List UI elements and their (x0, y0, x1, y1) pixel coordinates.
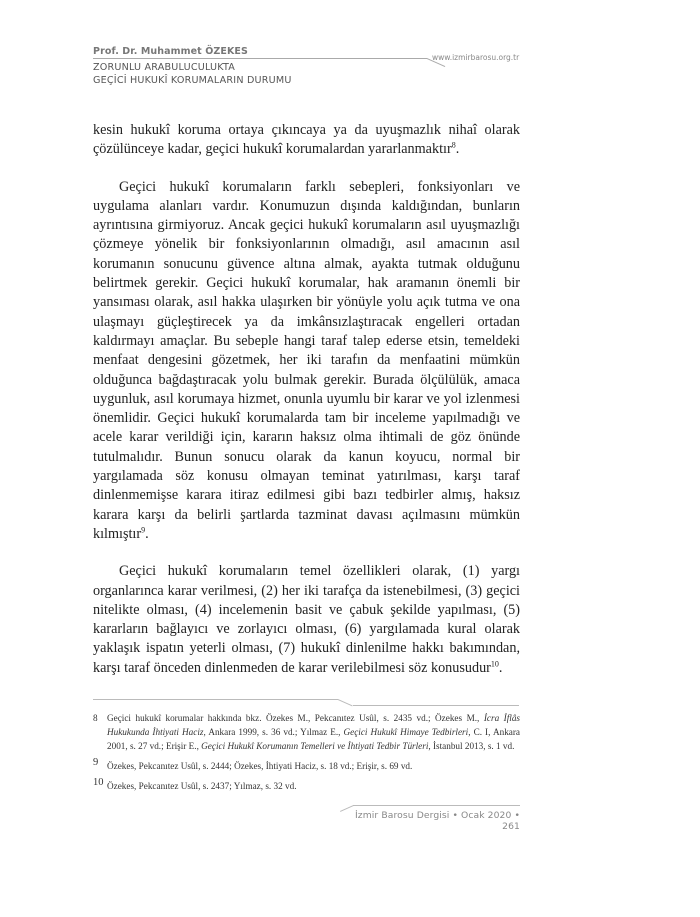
topic-line-1: ZORUNLU ARABULUCULUKTA (93, 62, 236, 73)
header-rule (93, 58, 427, 59)
footnote-rule-right (353, 705, 519, 706)
paragraph-3 (93, 562, 520, 678)
footnote-number: 9 (93, 757, 99, 768)
paragraph-1-end: . (455, 141, 460, 158)
footnote-8-title-3: Geçici Hukukî Korumanın Temelleri ve İhtiyati Tedbir Türleri (201, 741, 429, 751)
footnote-9 (93, 759, 520, 773)
footnote-ref-9[interactable]: 9 (141, 525, 146, 535)
footnote-8-title-1: İcra İflâs Hukukunda İhtiyati Haciz (107, 713, 521, 737)
footnote-10-text: Özekes, Pekcanıtez Usûl, s. 2437; Yılmaz, s. 32 vd. (107, 781, 297, 791)
paragraph-2 (93, 178, 520, 545)
footnote-rule-diagonal (338, 699, 353, 706)
paragraph-3-end: . (498, 659, 503, 676)
footnote-8-text-a: Geçici hukukî korumalar hakkında bkz. Özekes M., Pekcanıtez Usûl, s. 2435 vd.; Özekes M., (107, 713, 484, 723)
paragraph-2-end: . (145, 525, 149, 542)
footer-rule (353, 805, 520, 806)
footnote-8-title-2: Geçici Hukukî Himaye Tedbirleri (343, 727, 469, 737)
journal-website: www.izmirbarosu.org.tr (432, 53, 520, 62)
footnote-ref-8[interactable]: 8 (451, 140, 456, 150)
footnote-9-text: Özekes, Pekcanıtez Usûl, s. 2444; Özekes, İhtiyati Haciz, s. 18 vd.; Erişir, s. 69 vd. (107, 761, 413, 771)
footnote-rule (93, 699, 338, 700)
footnote-8-text-e: , C. I, Ankara 2001, s. 27 vd.; Erişir E., (107, 727, 521, 751)
footnote-8 (93, 711, 520, 753)
topic-line-2: GEÇİCİ HUKUKÎ KORUMALARIN DURUMU (93, 75, 292, 86)
footnote-ref-10[interactable]: 10 (490, 658, 499, 668)
paragraph-1 (93, 121, 520, 160)
running-header-topic (93, 61, 292, 87)
footnote-8-text-c: , Ankara 1999, s. 36 vd.; Yılmaz E., (203, 727, 344, 737)
footnote-number: 10 (93, 777, 104, 788)
footnote-10 (93, 779, 520, 793)
footnote-8-text-g: , İstanbul 2013, s. 1 vd. (428, 741, 515, 751)
article-body (93, 121, 520, 678)
footnote-number: 8 (93, 713, 98, 723)
running-header-author: Prof. Dr. Muhammet ÖZEKES (93, 46, 248, 57)
paragraph-1-text: kesin hukukî koruma ortaya çıkıncaya ya da uyuşmazlık nihaî olarak çözülünceye kadar, geçici hukukî korumalardan yararlanmaktır (93, 122, 520, 158)
footnotes (93, 711, 520, 799)
page-footer: İzmir Barosu Dergisi • Ocak 2020 • 261 (355, 810, 520, 832)
paragraph-2-text: Geçici hukukî korumaların farklı sebepleri, fonksiyonları ve uygulama alanları vardır. Konumuzun dışında kaldığından, bunların ayrıntısına girmiyoruz. Ancak geçici hukukî korumaların asıl uyuşmazlığı çözmeye yönelik bir fonksiyonlarının olmadığı, asıl amacının asıl korumanın sonucunu güvence altına almak, ayakta tutmak olduğunu belirtmek gerekir. Geçici hukukî korumalar, hak aramanın önemli bir yansıması olarak, asıl hakka ulaşırken bir yönüyle yolu açık tutma ve ona ulaşmayı güçleştirecek ya da imkânsızlaştıracak engelleri ortadan kaldırmayı amaçlar. Bu sebeple hangi taraf talep ederse etsin, temeldeki menfaat dengesini gözetmek, her iki tarafın da menfaatini mümkün olduğunca bağdaştıracak yolu bulmak gerekir. Burada ölçülülük, amaca uygunluk, asıl korumaya hizmet, onunla uyumlu bir karar ve yol izlenmesi önemlidir. Geçici hukukî korumalarda tam bir inceleme yapılmadığı ve acele karar verildiği için, kararın haksız olma ihtimali de göz önünde tutulmalıdır. Bunun sonucu olarak da kanun koyucu, normal bir yargılamada söz konusu olmayan teminat yatırılması, karşı taraf dinlenmemişse karara itiraz edilmesi gibi bazı tedbirler almış, haksız karara karşı da belirli şartlarda tazminat davası açılmasını mümkün kılmıştır (93, 178, 520, 542)
paragraph-3-text: Geçici hukukî korumaların temel özellikleri olarak, (1) yargı organlarınca karar verilmesi, (2) her iki tarafça da istenebilmesi, (3) geçici nitelikte olması, (4) incelemenin basit ve çabuk şekilde yapılması, (5) kararların bağlayıcı ve zorlayıcı olması, (6) yargılamada kural olarak yaklaşık ispatın yeterli olması, (7) hukukî dinlenilme hakkı bakımından, karşı taraf önceden dinlenmeden de karar verilebilmesi söz konusudur (93, 563, 520, 676)
